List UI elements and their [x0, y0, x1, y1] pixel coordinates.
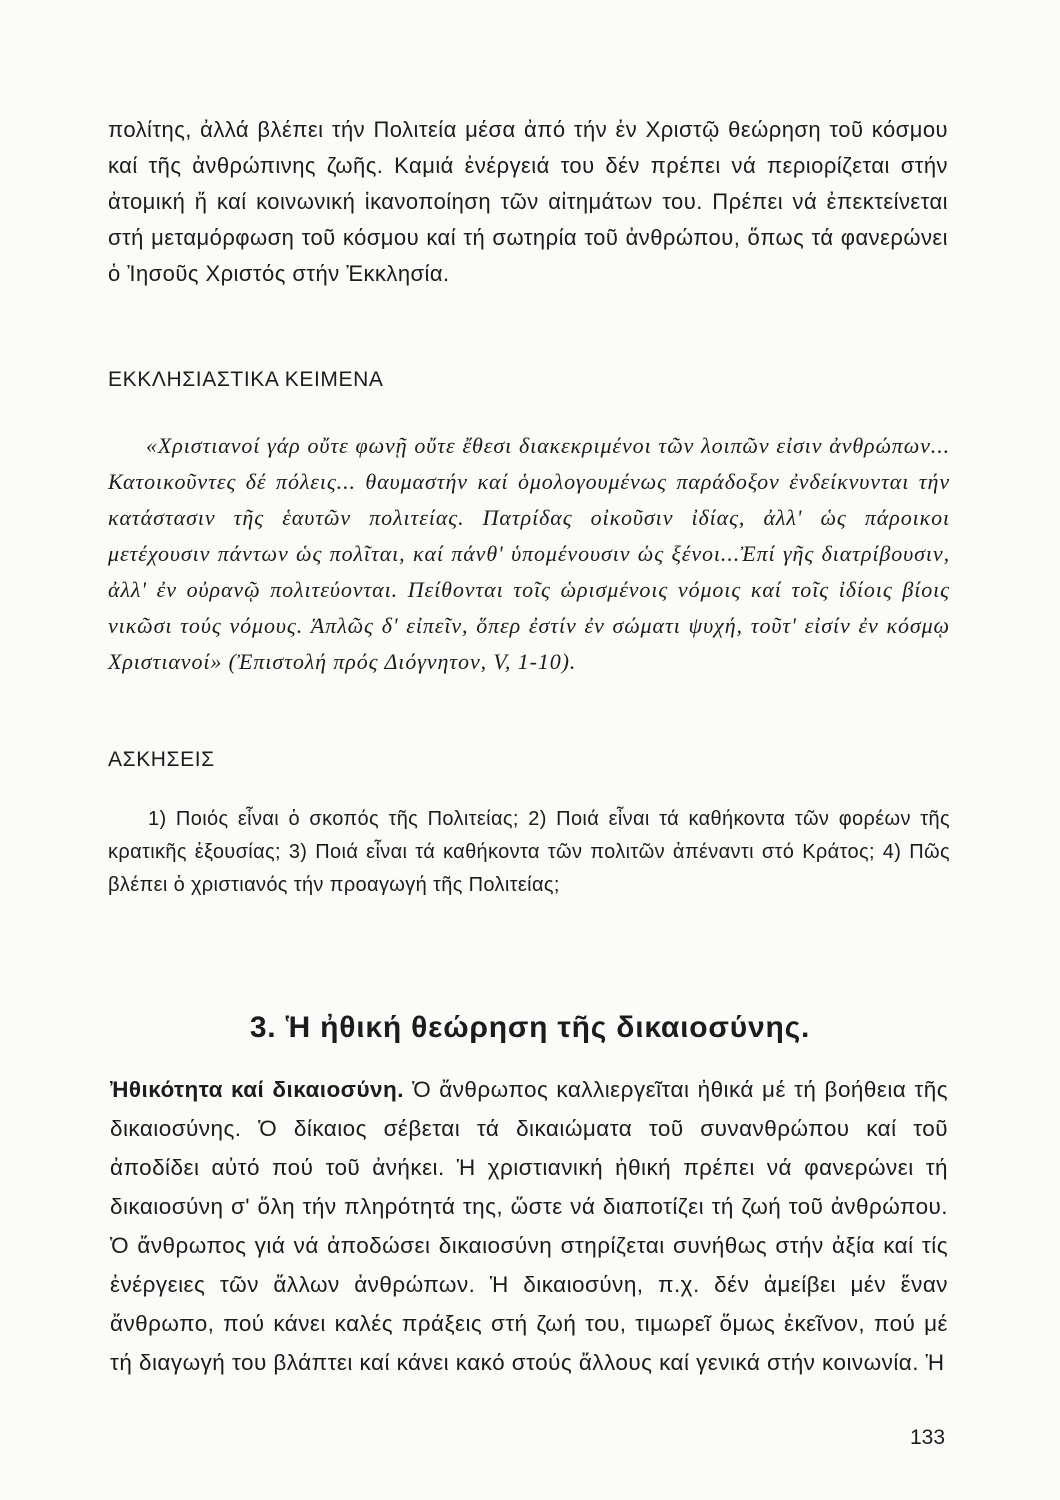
church-texts-heading: ΕΚΚΛΗΣΙΑΣΤΙΚΑ ΚΕΙΜΕΝΑ — [108, 368, 384, 391]
intro-paragraph: πολίτης, ἀλλά βλέπει τήν Πολιτεία μέσα ἀπό τήν ἐν Χριστῷ θεώρηση τοῦ κόσμου καί τῆς ἀνθρώπινης ζωῆς. Καμιά ἐνέργειά του δέν πρέπει νά περιορίζεται στήν ἀτομική ἤ καί κοινωνική ἱκανοποίηση τῶν αἰτημάτων του. Πρέπει νά ἐπεκτείνεται στή μεταμόρφωση τοῦ κόσμου καί τή σωτηρία τοῦ ἀνθρώπου, ὅπως τά φανερώνει ὁ Ἰησοῦς Χριστός στήν Ἐκκλησία. — [108, 117, 948, 286]
main-paragraph-text: Ὁ ἄνθρωπος καλλιεργεῖται ἠθικά μέ τή βοήθεια τῆς δικαιοσύνης. Ὁ δίκαιος σέβεται τά δικαιώματα τοῦ συνανθρώπου καί τοῦ ἀποδίδει αὐτό πού τοῦ ἀνήκει. Ἡ χριστιανική ἠθική πρέπει νά φανερώνει τή δικαιοσύνη σ' ὅλη τήν πληρότητά της, ὥστε νά διαποτίζει τή ζωή τοῦ ἀνθρώπου. Ὁ ἄνθρωπος γιά νά ἀποδώσει δικαιοσύνη στηρίζεται συνήθως στήν ἀξία καί τίς ἐνέργειες τῶν ἄλλων ἀνθρώπων. Ἡ δικαιοσύνη, π.χ. δέν ἀμείβει μέν ἕναν ἄνθρωπο, πού κάνει καλές πράξεις στή ζωή του, τιμωρεῖ ὅμως ἐκεῖνον, πού μέ τή διαγωγή του βλάπτει καί κάνει κακό στούς ἄλλους καί γενικά στήν κοινωνία. Ἡ — [110, 1077, 948, 1375]
exercises-text: 1) Ποιός εἶναι ὁ σκοπός τῆς Πολιτείας; 2) Ποιά εἶναι τά καθήκοντα τῶν φορέων τῆς κρατικῆς ἐξουσίας; 3) Ποιά εἶναι τά καθήκοντα τῶν πολιτῶν ἀπέναντι στό Κράτος; 4) Πῶς βλέπει ὁ χριστιανός τήν προαγωγή τῆς Πολιτείας; — [108, 808, 950, 896]
page-number: 133 — [910, 1426, 946, 1449]
exercises-heading: ΑΣΚΗΣΕΙΣ — [108, 748, 215, 771]
chapter-title: 3. Ἡ ἠθική θεώρηση τῆς δικαιοσύνης. — [249, 1011, 811, 1044]
church-texts-quote: «Χριστιανοί γάρ οὔτε φωνῇ οὔτε ἔθεσι διακεκριμένοι τῶν λοιπῶν εἰσιν ἀνθρώπων... Κατοικοῦντες δέ πόλεις... θαυμαστήν καί ὁμολογουμένως παράδοξον ἐνδείκνυνται τήν κατάστασιν τῆς ἑαυτῶν πολιτείας. Πατρίδας οἰκοῦσιν ἰδίας, ἀλλ' ὡς πάροικοι μετέχουσιν πάντων ὡς πολῖται, καί πάνθ' ὑπομένουσιν ὡς ξένοι...Ἐπί γῆς διατρίβουσιν, ἀλλ' ἐν οὐρανῷ πολιτεύονται. Πείθονται τοῖς ὡρισμένοις νόμοις καί τοῖς ἰδίοις βίοις νικῶσι τούς νόμους. Ἁπλῶς δ' εἰπεῖν, ὅπερ ἐστίν ἐν σώματι ψυχή, τοῦτ' εἰσίν ἐν κόσμῳ Χριστιανοί» (Ἐπιστολή πρός Διόγνητον, V, 1-10). — [108, 433, 950, 674]
main-paragraph — [110, 1070, 948, 1382]
main-run-in-heading: Ἠθικότητα καί δικαιοσύνη. — [110, 1077, 404, 1102]
